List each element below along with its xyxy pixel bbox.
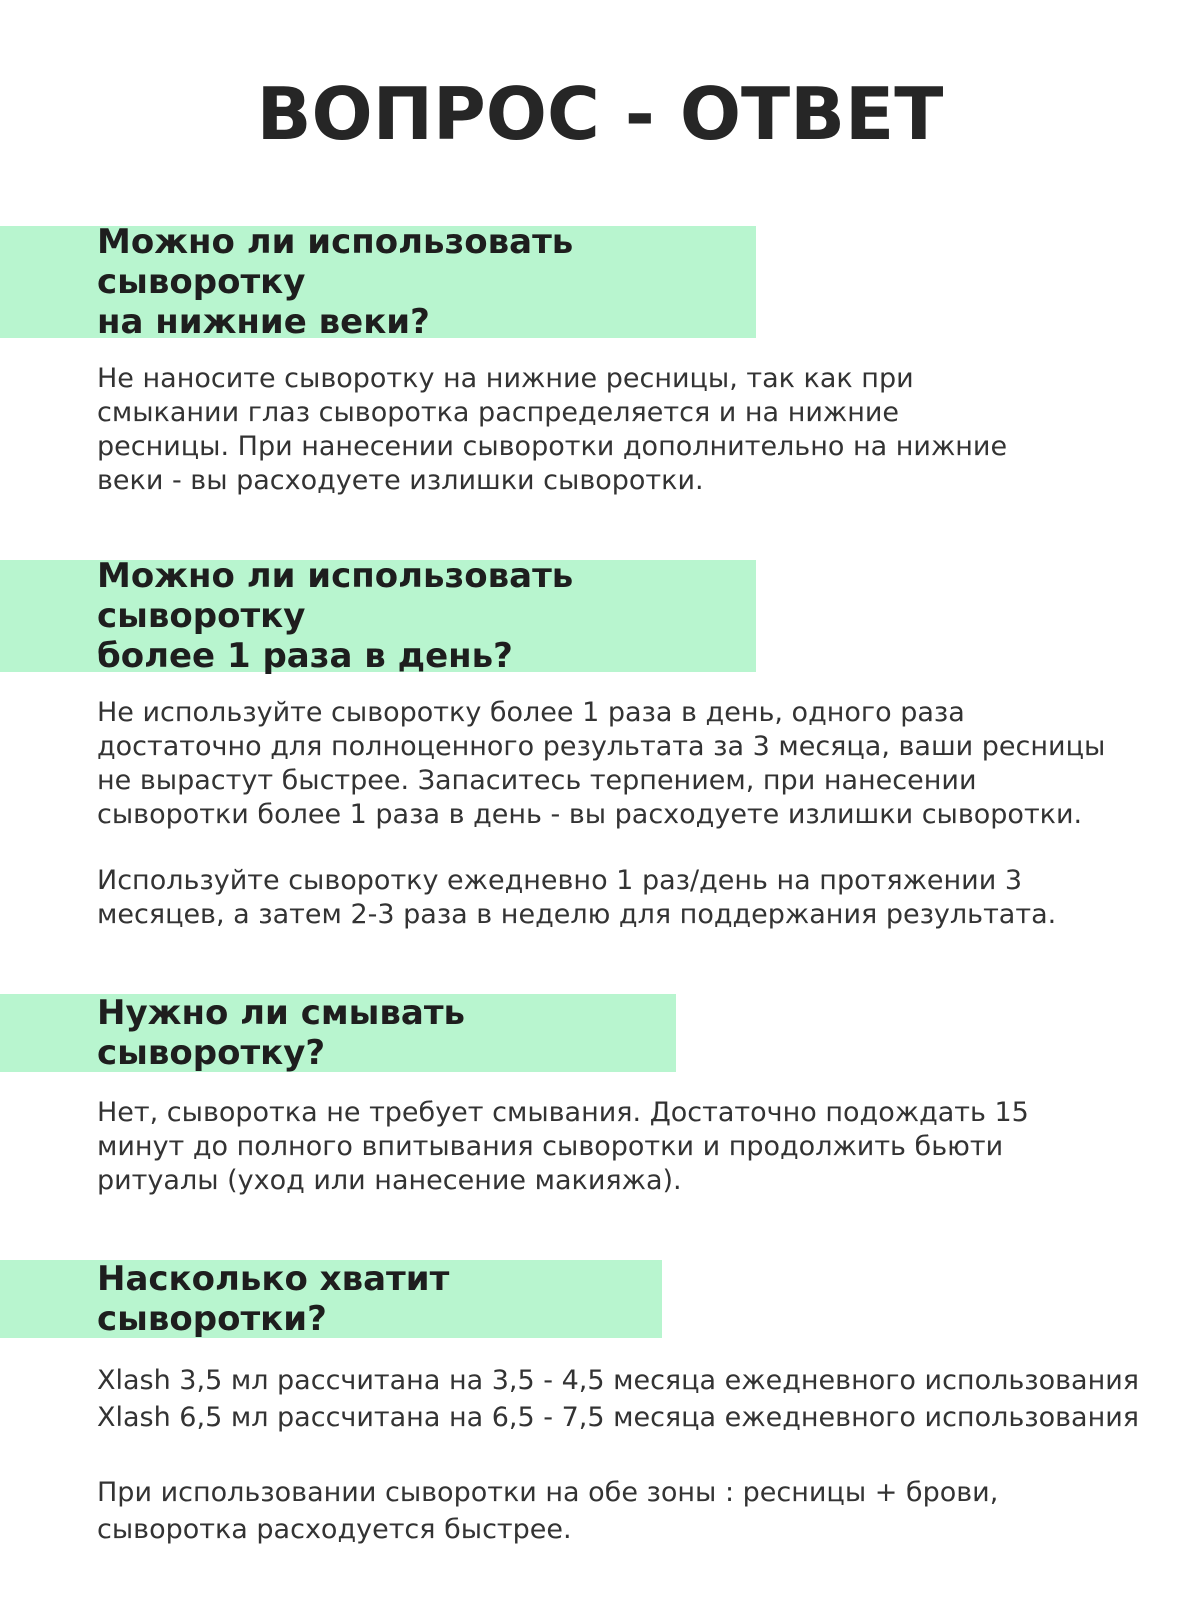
question-band-1 xyxy=(0,222,756,342)
answer-4 xyxy=(97,1362,1177,1548)
answer-3-paragraph-1: Нет, сыворотка не требует смывания. Достаточно подождать 15 минут до полного впитывания сыворотки и продолжить бьюти ритуалы (уход или нанесение макияжа). xyxy=(97,1097,1029,1196)
question-band-2 xyxy=(0,556,756,676)
question-4: Насколько хватит сыворотки? xyxy=(97,1259,450,1339)
answer-4-paragraph-1: Xlash 3,5 мл рассчитана на 3,5 - 4,5 месяца ежедневного использования Xlash 6,5 мл рассчитана на 6,5 - 7,5 месяца ежедневного использования xyxy=(97,1365,1140,1433)
answer-3 xyxy=(97,1096,1177,1198)
question-3: Нужно ли смывать сыворотку? xyxy=(97,993,466,1073)
page-title: ВОПРОС - ОТВЕТ xyxy=(256,72,944,156)
question-2: Можно ли использовать сыворотку более 1 раза в день? xyxy=(97,556,574,676)
answer-2-paragraph-1: Не используйте сыворотку более 1 раза в день, одного раза достаточно для полноценного результата за 3 месяца, ваши ресницы не вырастут быстрее. Запаситесь терпением, при нанесении сыворотки более 1 раза в день - вы расходуете излишки сыворотки. xyxy=(97,697,1106,830)
question-band-4 xyxy=(0,1260,662,1338)
answer-2-paragraph-2: Используйте сыворотку ежедневно 1 раз/день на протяжении 3 месяцев, а затем 2-3 раза в неделю для поддержания результата. xyxy=(97,865,1057,930)
answer-2 xyxy=(97,696,1177,932)
answer-1-paragraph-1: Не наносите сыворотку на нижние ресницы, так как при смыкании глаз сыворотка распределяется и на нижние ресницы. При нанесении сыворотки дополнительно на нижние веки - вы расходуете излишки сыворотки. xyxy=(97,363,1008,496)
question-band-3 xyxy=(0,994,676,1072)
answer-1 xyxy=(97,362,1177,498)
answer-4-paragraph-2: При использовании сыворотки на обе зоны : ресницы + брови, сыворотка расходуется быстрее. xyxy=(97,1477,999,1545)
question-1: Можно ли использовать сыворотку на нижние веки? xyxy=(97,222,574,342)
